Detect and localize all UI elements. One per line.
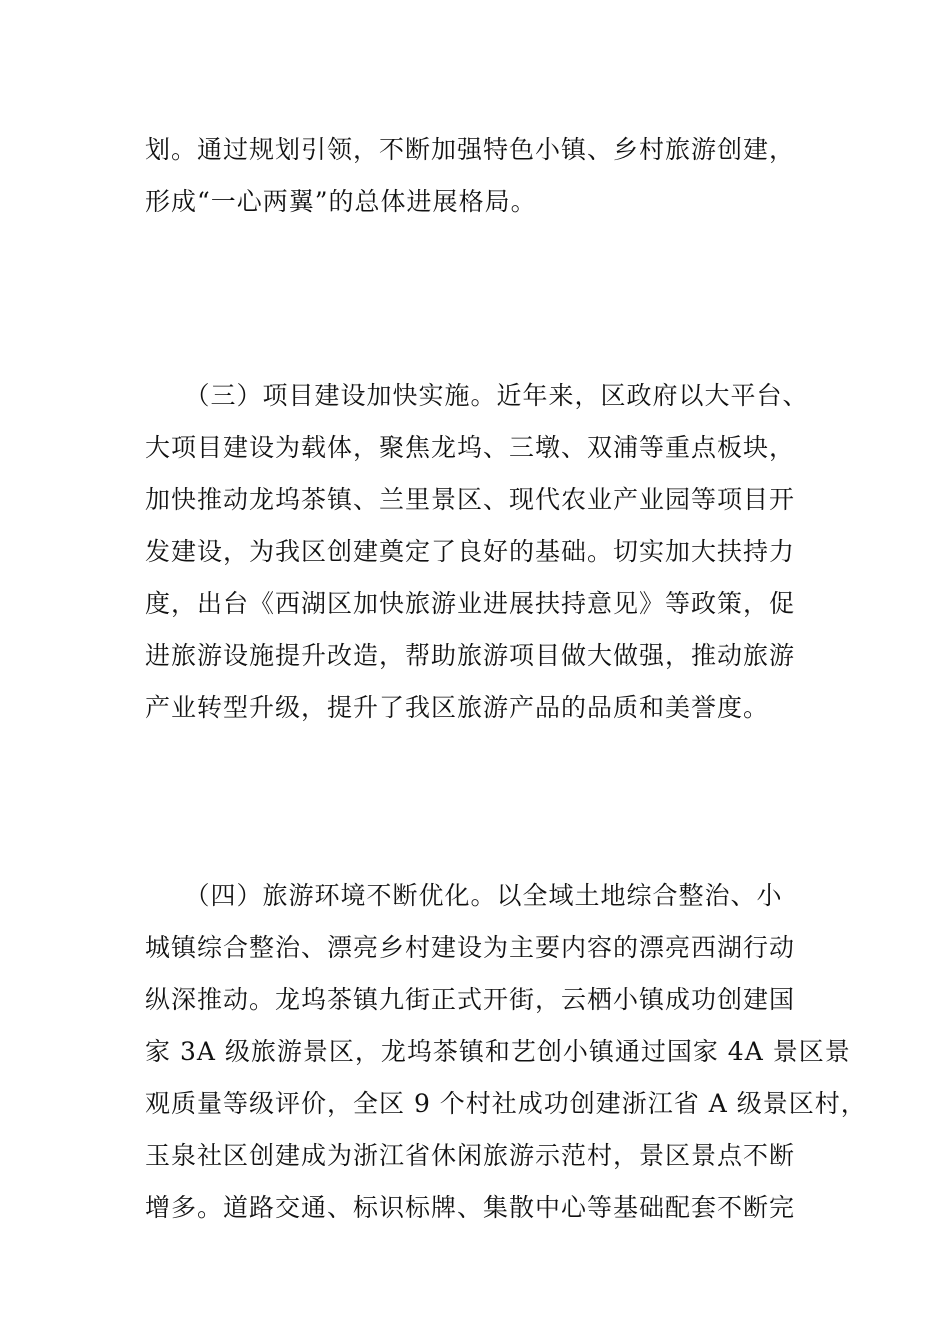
text-line: 纵深推动。龙坞茶镇九街正式开街，云栖小镇成功创建国 [145,985,796,1014]
text-line: 度，出台《西湖区加快旅游业进展扶持意见》等政策，促 [145,589,796,618]
text-line: 加快推动龙坞茶镇、兰里景区、现代农业产业园等项目开 [145,485,796,514]
paragraph-tourism-environment [145,870,867,1234]
text-line: 增多。道路交通、标识标牌、集散中心等基础配套不断完 [145,1193,796,1222]
text-line: 大项目建设为载体，聚焦龙坞、三墩、双浦等重点板块， [145,433,796,462]
text-line: 家 3A 级旅游景区，龙坞茶镇和艺创小镇通过国家 4A 景区景 [145,1037,851,1066]
paragraph-planning-continuation [145,124,815,228]
paragraph-project-construction [145,370,815,734]
text-line: 产业转型升级，提升了我区旅游产品的品质和美誉度。 [145,693,770,722]
text-line: 形成“一心两翼”的总体进展格局。 [145,187,537,216]
text-line: （三）项目建设加快实施。近年来，区政府以大平台、 [145,381,809,410]
text-line: （四）旅游环境不断优化。以全域土地综合整治、小 [145,881,783,910]
text-line: 玉泉社区创建成为浙江省休闲旅游示范村，景区景点不断 [145,1141,796,1170]
text-line: 进旅游设施提升改造，帮助旅游项目做大做强，推动旅游 [145,641,796,670]
text-line: 发建设，为我区创建奠定了良好的基础。切实加大扶持力 [145,537,796,566]
text-line: 划。通过规划引领，不断加强特色小镇、乡村旅游创建， [145,135,796,164]
text-line: 观质量等级评价，全区 9 个村社成功创建浙江省 A 级景区村， [145,1089,867,1118]
text-line: 城镇综合整治、漂亮乡村建设为主要内容的漂亮西湖行动 [145,933,796,962]
